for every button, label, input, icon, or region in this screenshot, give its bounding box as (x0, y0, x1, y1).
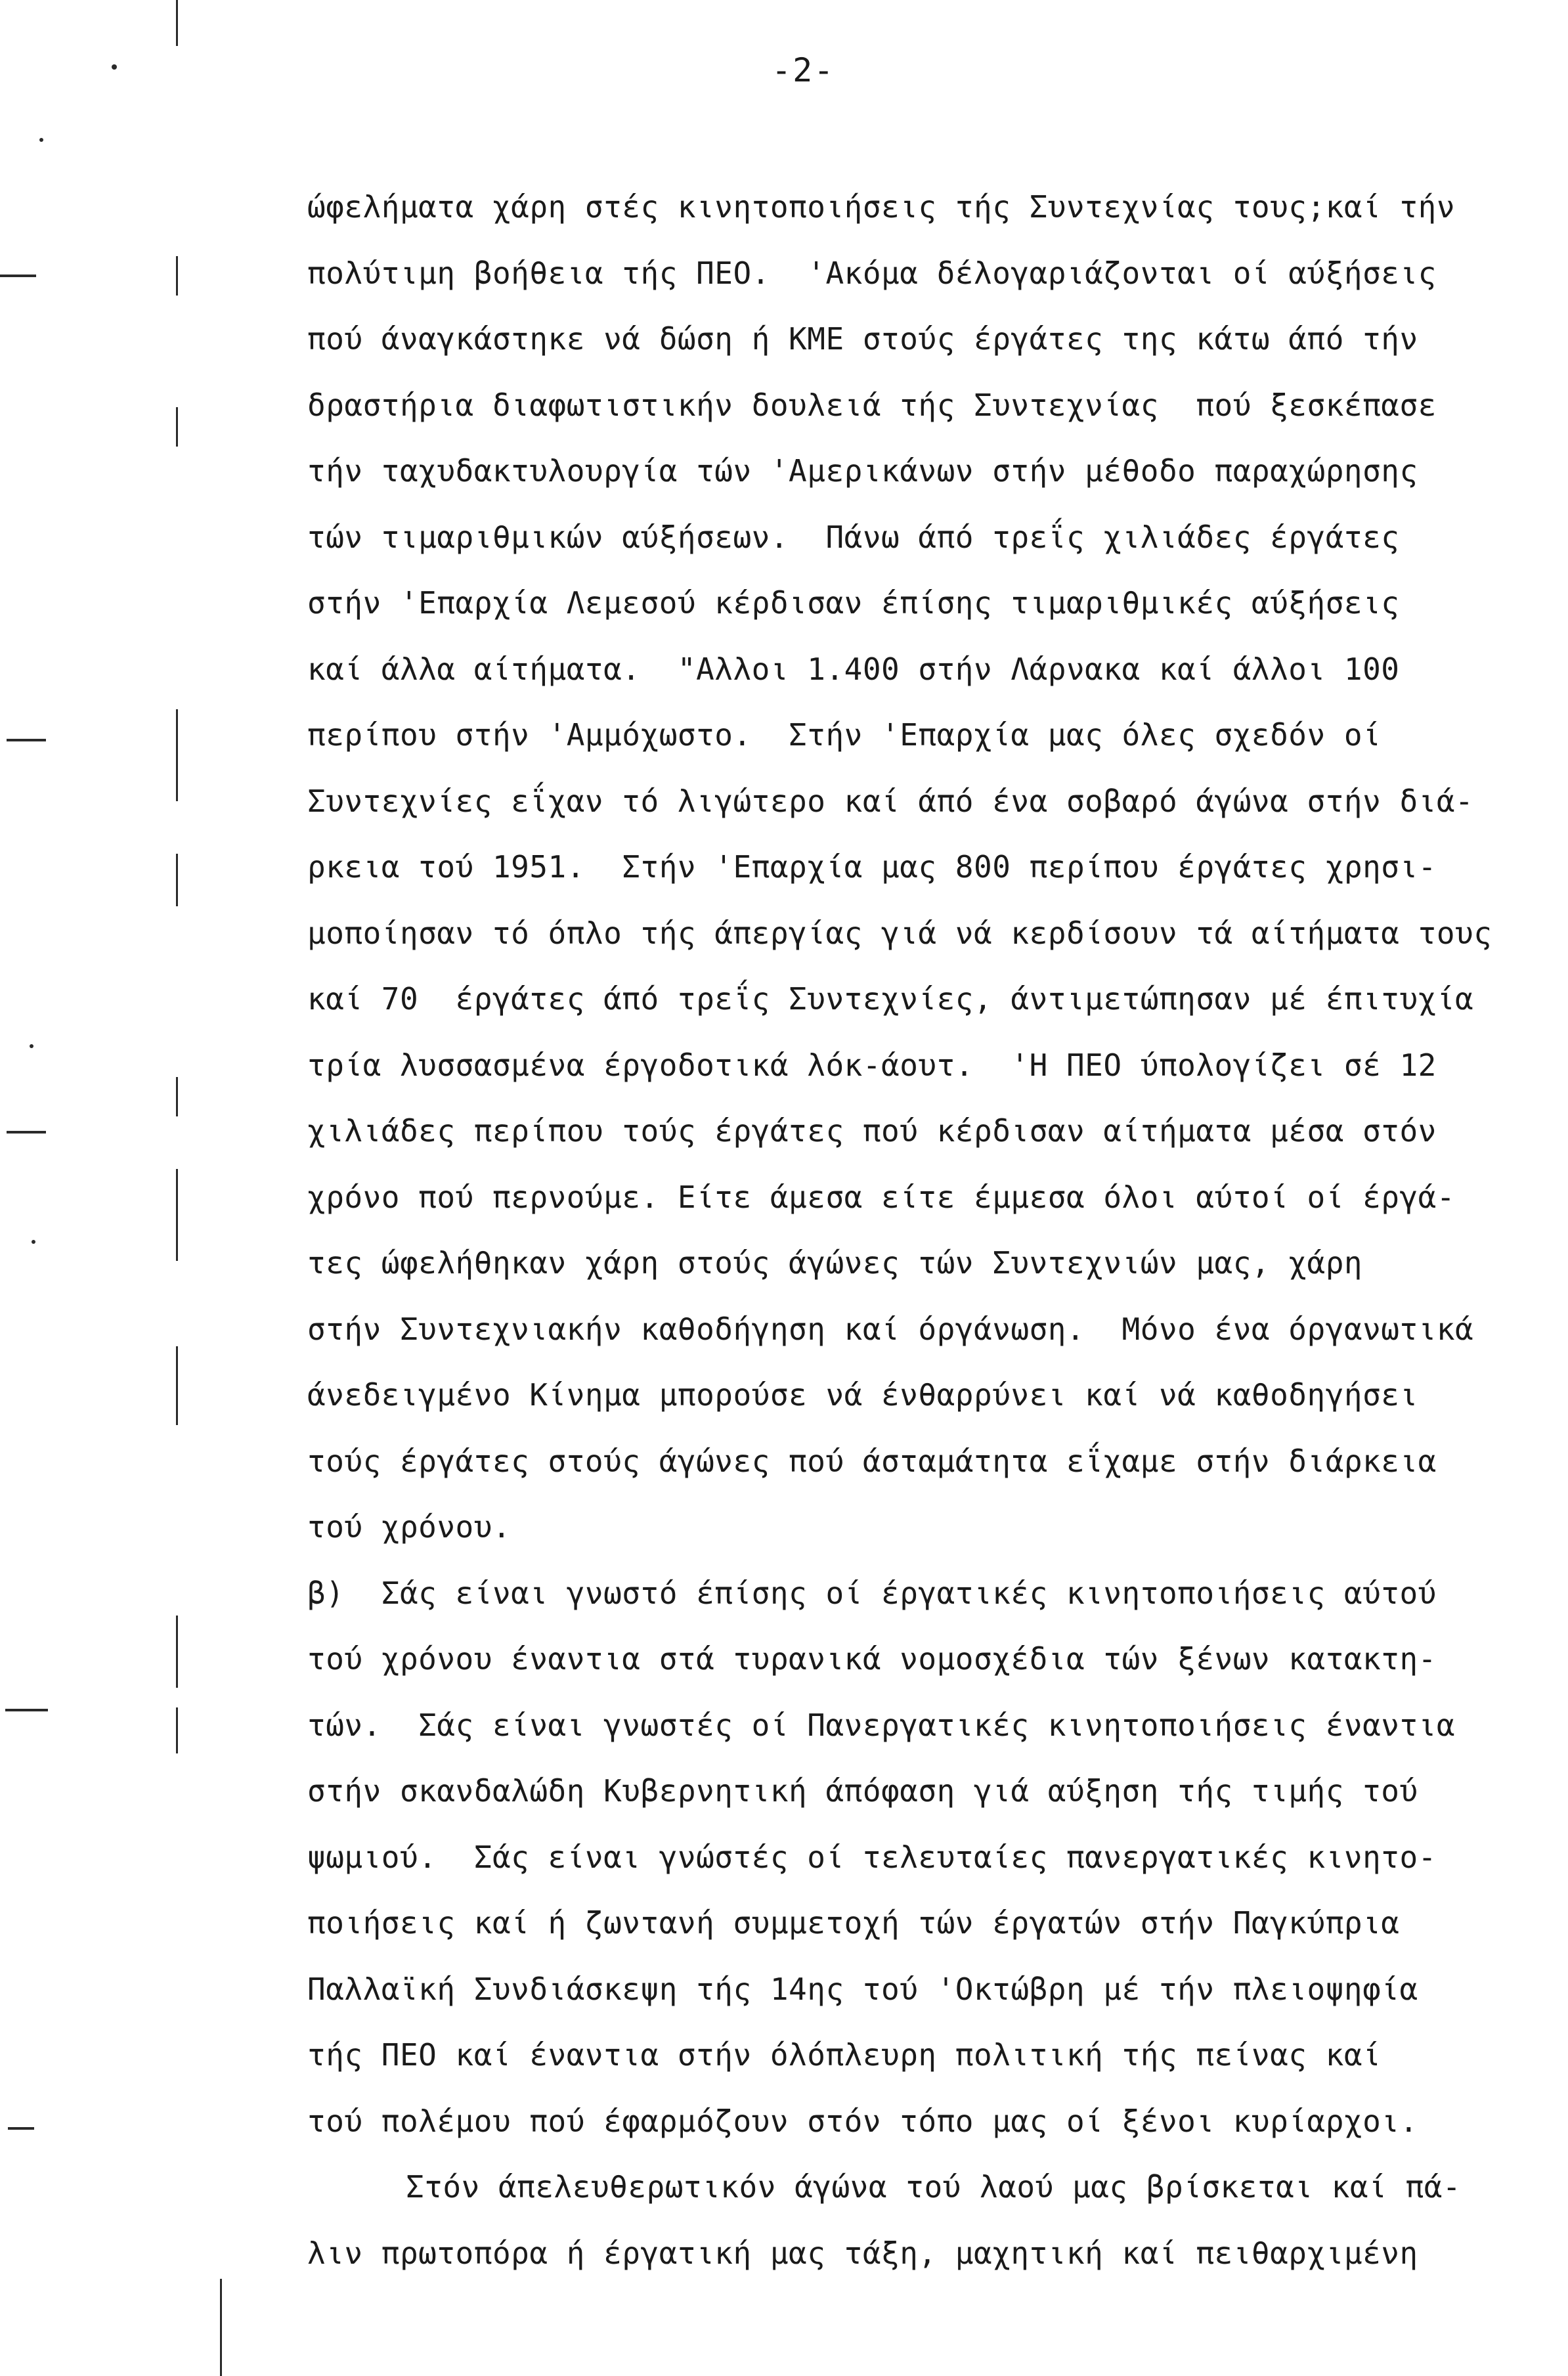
margin-line (176, 407, 178, 447)
text-line: τούς έργάτες στούς άγώνες πού άσταμάτητα εΐχαμε στήν διάρκεια (307, 1443, 1437, 1479)
text-line: Παλλαϊκή Συνδιάσκεψη τής 14ης τού 'Οκτώβρη μέ τήν πλειοψηφία (307, 1971, 1418, 2007)
margin-dash (5, 1709, 48, 1711)
text-line: τών τιμαριθμικών αύξήσεων. Πάνω άπό τρεΐς χιλιάδες έργάτες (307, 519, 1400, 555)
text-line: χιλιάδες περίπου τούς έργάτες πού κέρδισαν αίτήματα μέσα στόν (307, 1113, 1437, 1149)
text-line: περίπου στήν 'Αμμόχωστο. Στήν 'Επαρχία μας όλες σχεδόν οί (307, 717, 1382, 753)
text-line: χρόνο πού περνούμε. Είτε άμεσα είτε έμμεσα όλοι αύτοί οί έργά- (307, 1179, 1456, 1215)
text-line: καί άλλα αίτήματα. "Αλλοι 1.400 στήν Λάρνακα καί άλλοι 100 (307, 651, 1400, 687)
text-line: καί 70 έργάτες άπό τρεΐς Συντεχνίες, άντιμετώπησαν μέ έπιτυχία (307, 981, 1474, 1017)
text-line: τού χρόνου. (307, 1509, 512, 1545)
margin-line (220, 2279, 222, 2376)
text-line: τρία λυσσασμένα έργοδοτικά λόκ-άουτ. 'Η ΠΕΟ ύπολογίζει σέ 12 (307, 1047, 1437, 1083)
margin-dot (112, 64, 117, 70)
margin-line (176, 1707, 178, 1753)
margin-dash (7, 1131, 46, 1133)
text-line: στήν σκανδαλώδη Κυβερνητική άπόφαση γιά αύξηση τής τιμής τού (307, 1773, 1418, 1809)
text-line: ρκεια τού 1951. Στήν 'Επαρχία μας 800 περίπου έργάτες χρησι- (307, 849, 1437, 885)
page-number: -2- (772, 51, 835, 89)
text-line: τήν ταχυδακτυλουργία τών 'Αμερικάνων στήν μέθοδο παραχώρησης (307, 453, 1418, 489)
margin-line (176, 854, 178, 906)
text-line: πού άναγκάστηκε νά δώση ή ΚΜΕ στούς έργάτες της κάτω άπό τήν (307, 321, 1418, 357)
text-line: πολύτιμη βοήθεια τής ΠΕΟ. 'Ακόμα δέλογαριάζονται οί αύξήσεις (307, 255, 1437, 291)
margin-line (176, 1169, 178, 1261)
text-line: ώφελήματα χάρη στές κινητοποιήσεις τής Συντεχνίας τους;καί τήν (307, 189, 1456, 225)
text-line: ψωμιού. Σάς είναι γνώστές οί τελευταίες πανεργατικές κινητο- (307, 1839, 1437, 1875)
text-line: λιν πρωτοπόρα ή έργατική μας τάξη, μαχητική καί πειθαρχιμένη (307, 2235, 1418, 2271)
margin-line (176, 1077, 178, 1116)
text-line: τες ώφελήθηκαν χάρη στούς άγώνες τών Συντεχνιών μας, χάρη (307, 1245, 1363, 1281)
text-line: στήν Συντεχνιακήν καθοδήγηση καί όργάνωση. Μόνο ένα όργανωτικά (307, 1311, 1474, 1347)
margin-line (176, 1346, 178, 1425)
margin-dot (30, 1044, 33, 1048)
body-text (307, 174, 1522, 2286)
margin-line (176, 0, 178, 46)
margin-line (176, 709, 178, 801)
margin-line (176, 1616, 178, 1688)
margin-dash (0, 275, 36, 277)
text-line: ποιήσεις καί ή ζωντανή συμμετοχή τών έργατών στήν Παγκύπρια (307, 1905, 1400, 1941)
text-line: μοποίησαν τό όπλο τής άπεργίας γιά νά κερδίσουν τά αίτήματα τους (307, 915, 1492, 951)
margin-dash (8, 2127, 34, 2130)
margin-line (176, 256, 178, 296)
text-line: άνεδειγμένο Κίνημα μπορούσε νά ένθαρρύνει καί νά καθοδηγήσει (307, 1377, 1418, 1413)
margin-dot (39, 138, 43, 142)
text-line: στήν 'Επαρχία Λεμεσού κέρδισαν έπίσης τιμαριθμικές αύξήσεις (307, 585, 1400, 621)
text-line: τού πολέμου πού έφαρμόζουν στόν τόπο μας οί ξένοι κυρίαρχοι. (307, 2103, 1418, 2139)
text-line: β) Σάς είναι γνωστό έπίσης οί έργατικές κινητοποιήσεις αύτού (307, 1575, 1437, 1611)
text-line: τών. Σάς είναι γνωστές οί Πανεργατικές κινητοποιήσεις έναντια (307, 1707, 1456, 1743)
margin-dot (32, 1240, 35, 1244)
text-line: Συντεχνίες εΐχαν τό λιγώτερο καί άπό ένα σοβαρό άγώνα στήν διά- (307, 783, 1474, 819)
margin-dash (7, 739, 46, 741)
text-line: τής ΠΕΟ καί έναντια στήν όλόπλευρη πολιτική τής πείνας καί (307, 2037, 1382, 2073)
text-line: Στόν άπελευθερωτικόν άγώνα τού λαού μας βρίσκεται καί πά- (406, 2169, 1462, 2205)
text-line: τού χρόνου έναντια στά τυρανικά νομοσχέδια τών ξένων κατακτη- (307, 1641, 1437, 1677)
text-line: δραστήρια διαφωτιστικήν δουλειά τής Συντεχνίας πού ξεσκέπασε (307, 387, 1437, 423)
